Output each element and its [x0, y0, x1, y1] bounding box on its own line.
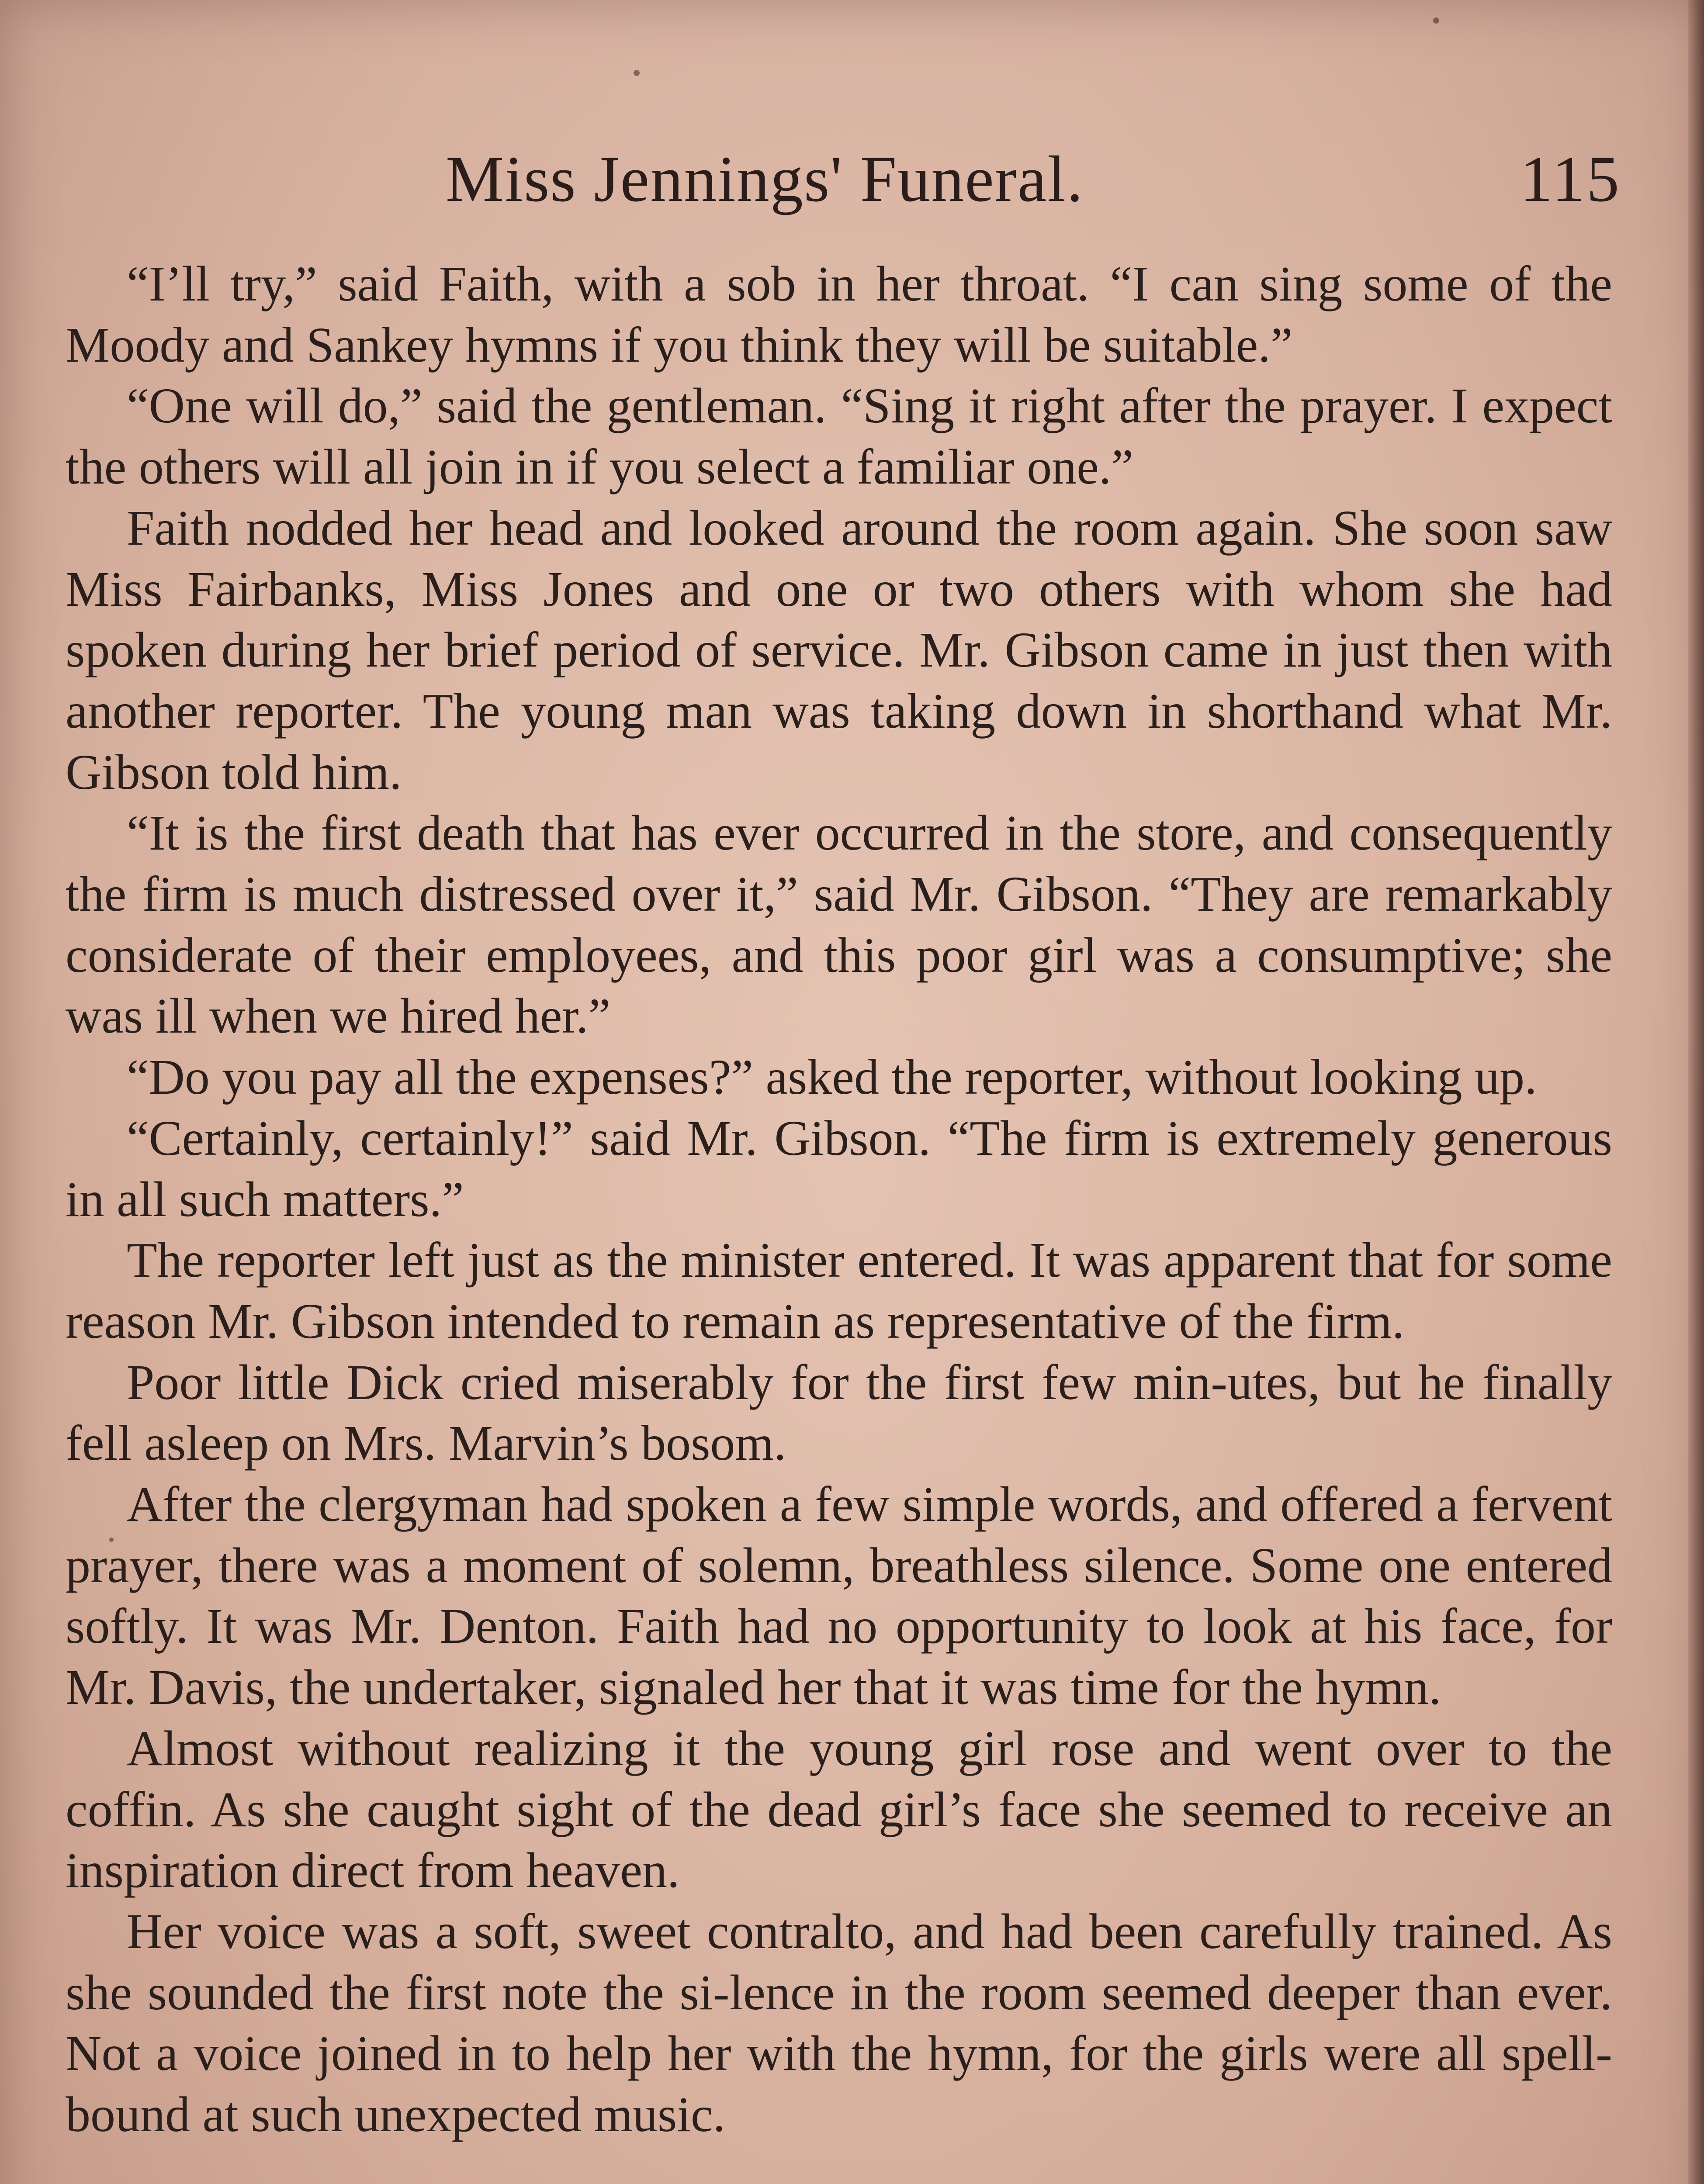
page-spine-shadow — [1688, 0, 1704, 2184]
paragraph: Faith nodded her head and looked around the room again. She soon saw Miss Fairbanks, Miss Jones and one or two others with whom she had spoken during her brief period of service. Mr. Gibson came in just then with another reporter. The young man was taking down in shorthand what Mr. Gibson told him. — [66, 500, 1612, 800]
paragraph: After the clergyman had spoken a few simple words, and offered a fervent prayer, there was a moment of solemn, breathless silence. Some one entered softly. It was Mr. Denton. Faith had no opportunity to look at his face, for Mr. Davis, the undertaker, signaled her that it was time for the hymn. — [66, 1476, 1612, 1715]
paragraph: “I’ll try,” said Faith, with a sob in her throat. “I can sing some of the Moody and Sankey hymns if you think they will be suitable.” — [66, 256, 1612, 373]
paragraph: The reporter left just as the minister entered. It was apparent that for some reason Mr. Gibson intended to remain as representative of the firm. — [66, 1232, 1612, 1349]
page-number: 115 — [1520, 143, 1621, 215]
paragraph: “Certainly, certainly!” said Mr. Gibson. “The firm is extremely generous in all such matters.” — [66, 1110, 1612, 1227]
paragraph: “One will do,” said the gentleman. “Sing it right after the prayer. I expect the others will all join in if you select a familiar one.” — [66, 378, 1612, 495]
paragraph: Almost without realizing it the young girl rose and went over to the coffin. As she caught sight of the dead girl’s face she seemed to receive an inspiration direct from heaven. — [66, 1720, 1612, 1898]
paragraph: Poor little Dick cried miserably for the first few min-utes, but he finally fell asleep on Mrs. Marvin’s bosom. — [66, 1354, 1612, 1471]
paragraph: Her voice was a soft, sweet contralto, and had been carefully trained. As she sounded the first note the si-lence in the room seemed deeper than ever. Not a voice joined in to help her with the hymn, for the girls were all spell-bound at such unexpected music. — [66, 1903, 1612, 2143]
body-text — [66, 253, 1612, 2145]
paper-speck — [1433, 17, 1439, 24]
paper-speck — [634, 70, 640, 76]
paragraph: “Do you pay all the expenses?” asked the reporter, without looking up. — [127, 1049, 1537, 1105]
page-header — [66, 140, 1621, 227]
running-title: Miss Jennings' Funeral. — [446, 143, 1084, 215]
paragraph: “It is the first death that has ever occurred in the store, and consequently the firm is much distressed over it,” said Mr. Gibson. “They are remarkably considerate of their employees, and this poor girl was a consumptive; she was ill when we hired her.” — [66, 805, 1612, 1044]
